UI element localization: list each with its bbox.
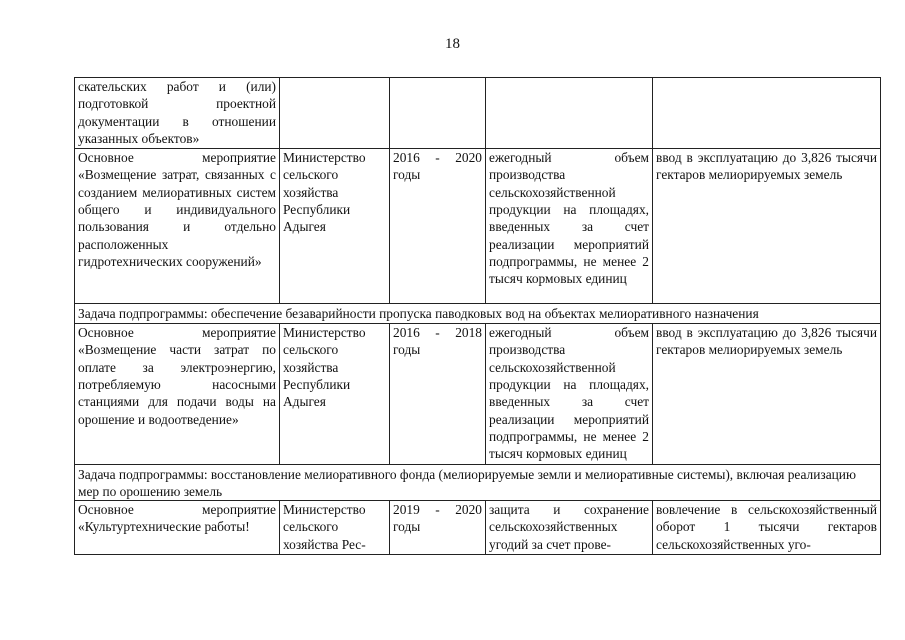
indicator-cell: ввод в эксплуатацию до 3,826 тысячи гектаров мелиорируемых земель xyxy=(653,149,881,304)
result-cell: защита и сохранение сельскохозяйственных угодий за счет прове- xyxy=(486,501,653,555)
table-row xyxy=(75,149,881,304)
table-row xyxy=(75,78,881,149)
indicator-cell: ввод в эксплуатацию до 3,826 тысячи гектаров мелиорируемых земель xyxy=(653,324,881,464)
executor-cell xyxy=(280,78,390,149)
result-cell xyxy=(486,78,653,149)
measure-name-cell: Основное мероприятие «Возмещение затрат, связанных с созданием мелиоративных систем общего и индивидуального пользования и отдельно расположенных гидротехнических сооружений» xyxy=(75,149,280,304)
period-cell: 2016 - 2018 годы xyxy=(390,324,486,464)
measure-name-cell: Основное мероприятие «Возмещение части затрат по оплате за электроэнергию, потребляемую насосными станциями для подачи воды на орошение и водоотведение» xyxy=(75,324,280,464)
page-number: 18 xyxy=(445,36,460,52)
result-cell: ежегодный объем производства сельскохозяйственной продукции на площадях, введенных за счет реализации мероприятий подпрограммы, не менее 2 тысяч кормовых единиц xyxy=(486,149,653,304)
table-row xyxy=(75,324,881,464)
result-cell: ежегодный объем производства сельскохозяйственной продукции на площадях, введенных за счет реализации мероприятий подпрограммы, не менее 2 тысяч кормовых единиц xyxy=(486,324,653,464)
indicator-cell xyxy=(653,78,881,149)
period-cell xyxy=(390,78,486,149)
measure-name-cell: скательских работ и (или) подготовкой проектной документации в отношении указанных объектов» xyxy=(75,78,280,149)
measure-name-cell: Основное мероприятие «Культуртехнические работы! xyxy=(75,501,280,555)
task-heading: Задача подпрограммы: восстановление мелиоративного фонда (мелиорируемые земли и мелиоративные системы), включая реализацию мер по орошению земель xyxy=(75,464,881,501)
table-row xyxy=(75,501,881,555)
indicator-cell: вовлечение в сельскохозяйственный оборот 1 тысячи гектаров сельскохозяйственных уго- xyxy=(653,501,881,555)
task-heading: Задача подпрограммы: обеспечение безаварийности пропуска паводковых вод на объектах мелиоративного назначения xyxy=(75,304,881,324)
executor-cell: Министерство сельского хозяйства Республики Адыгея xyxy=(280,149,390,304)
period-cell: 2016 - 2020 годы xyxy=(390,149,486,304)
task-row xyxy=(75,464,881,501)
period-cell: 2019 - 2020 годы xyxy=(390,501,486,555)
task-row xyxy=(75,304,881,324)
executor-cell: Министерство сельского хозяйства Республики Адыгея xyxy=(280,324,390,464)
measures-table xyxy=(74,77,881,555)
executor-cell: Министерство сельского хозяйства Рес- xyxy=(280,501,390,555)
